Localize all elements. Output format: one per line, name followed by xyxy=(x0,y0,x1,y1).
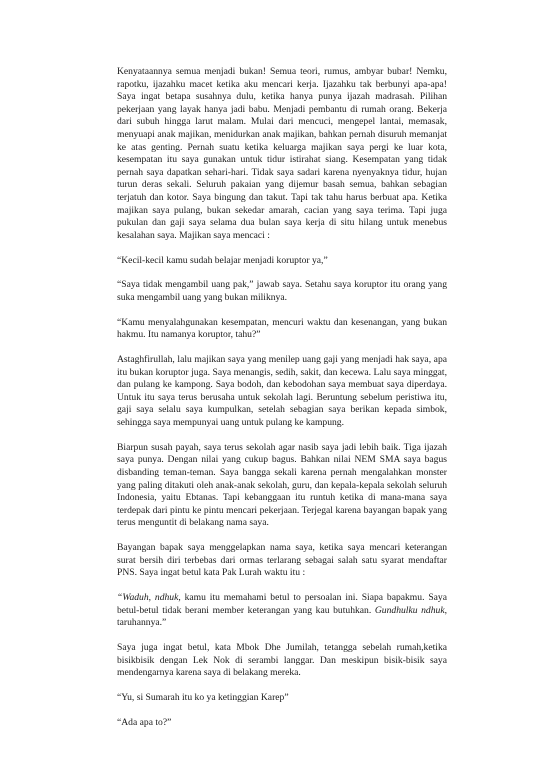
paragraph-quote-koruptor: “Kecil-kecil kamu sudah belajar menjadi koruptor ya,” xyxy=(117,254,328,266)
paragraph-ada-apa: “Ada apa to?” xyxy=(117,716,172,728)
quote-text-2: , taruhannya.” xyxy=(117,604,447,629)
paragraph-astaghfirullah: Astaghfirullah, lalu majikan saya yang menilep uang gaji yang menjadi hak saya, apa itu bukan koruptor juga. Saya menangis, sedih, sakit, dan kecewa. Lalu saya minggat, dan pulang ke kampong. Saya bodoh, dan kebodohan saya membuat saya diperdaya. Untuk itu saya terus berusaha untuk sekolah lagi. Beruntung sebelum peristiwa itu, gaji saya selalu saya kumpulkan, setelah sebagian saya berikan kepada simbok, sehingga saya mempunyai uang untuk pulang ke kampung. xyxy=(117,354,447,428)
paragraph-mbok-dhe: Saya juga ingat betul, kata Mbok Dhe Jumilah, tetangga sebelah rumah,ketika bisikbisik dengan Lek Nok di serambi langgar. Dan meskipun bisik-bisik saya mendengarnya karena saya di belakang mereka. xyxy=(117,642,447,679)
paragraph-reply: “Saya tidak mengambil uang pak,” jawab saya. Setahu saya koruptor itu orang yang suka mengambil uang yang bukan miliknya. xyxy=(117,279,447,303)
paragraph-accusation: “Kamu menyalahgunakan kesempatan, mencuri waktu dan kesenangan, yang bukan hakmu. Itu namanya koruptor, tahu?” xyxy=(117,316,447,341)
quote-text-1: kamu itu memahami betul to persoalan ini. Siapa bapakmu. Saya betul-betul tidak berani member keterangan yang kau butuhkan. xyxy=(117,592,447,616)
document-page xyxy=(117,66,447,729)
italic-waduh: “Waduh, ndhuk, xyxy=(117,592,181,604)
paragraph-intro: Kenyataannya semua menjadi bukan! Semua teori, rumus, ambyar bubar! Nemku, rapotku, ijazahku macet ketika aku mencari kerja. Ijazahku tak berbunyi apa-apa! Saya ingat betapa susahnya dulu, ketika hanya punya ijazah madrasah. Pilihan pekerjaan yang layak hanya jadi babu. Menjadi pembantu di rumah orang. Bekerja dari subuh hingga larut malam. Mulai dari mencuci, mengepel lantai, memasak, menyuapi anak majikan, menidurkan anak majikan, bahkan pernah disuruh memanjat ke atas genting. Pernah suatu ketika keluarga majikan saya pergi ke luar kota, kesempatan itu saya gunakan untuk tidur istirahat siang. Kesempatan yang tidak pernah saya dapatkan sehari-hari. Tidak saya sadari karena nyenyaknya tidur, hujan turun deras sekali. Seluruh pakaian yang dijemur basah semua, bahkan sebagian terjatuh dan kotor. Saya bingung dan takut. Tapi tak tahu harus berbuat apa. Ketika majikan saya pulang, bukan sekedar amarah, cacian yang saya terima. Tapi juga pukulan dan gaji saya selama dua bulan saya kerja di situ hilang untuk menebus kesalahan saya. Majikan saya mencaci : xyxy=(117,66,447,241)
italic-gundhulku: Gundhulku ndhuk xyxy=(374,604,445,616)
paragraph-pak-lurah-quote xyxy=(117,592,447,630)
paragraph-yu-sumarah: “Yu, si Sumarah itu ko ya ketinggian Karep” xyxy=(117,692,289,704)
paragraph-bayangan: Bayangan bapak saya menggelapkan nama saya, ketika saya mencari keterangan surat bersih diri terbebas dari ormas terlarang sebagai salah satu syarat mendaftar PNS. Saya ingat betul kata Pak Lurah waktu itu : xyxy=(117,542,447,579)
paragraph-biarpun: Biarpun susah payah, saya terus sekolah agar nasib saya jadi lebih baik. Tiga ijazah saya punya. Dengan nilai yang cukup bagus. Bahkan nilai NEM SMA saya bagus disbanding teman-teman. Saya bangga sekali karena pernah mengalahkan monster yang paling ditakuti oleh anak-anak sekolah, guru, dan kepala-kepala sekolah seluruh Indonesia, yaitu Ebtanas. Tapi kebanggaan itu runtuh ketika di mana-mana saya terdepak dari pintu ke pintu mencari pekerjaan. Terjegal karena bayangan bapak yang terus menguntit di belakang nama saya. xyxy=(117,441,447,529)
